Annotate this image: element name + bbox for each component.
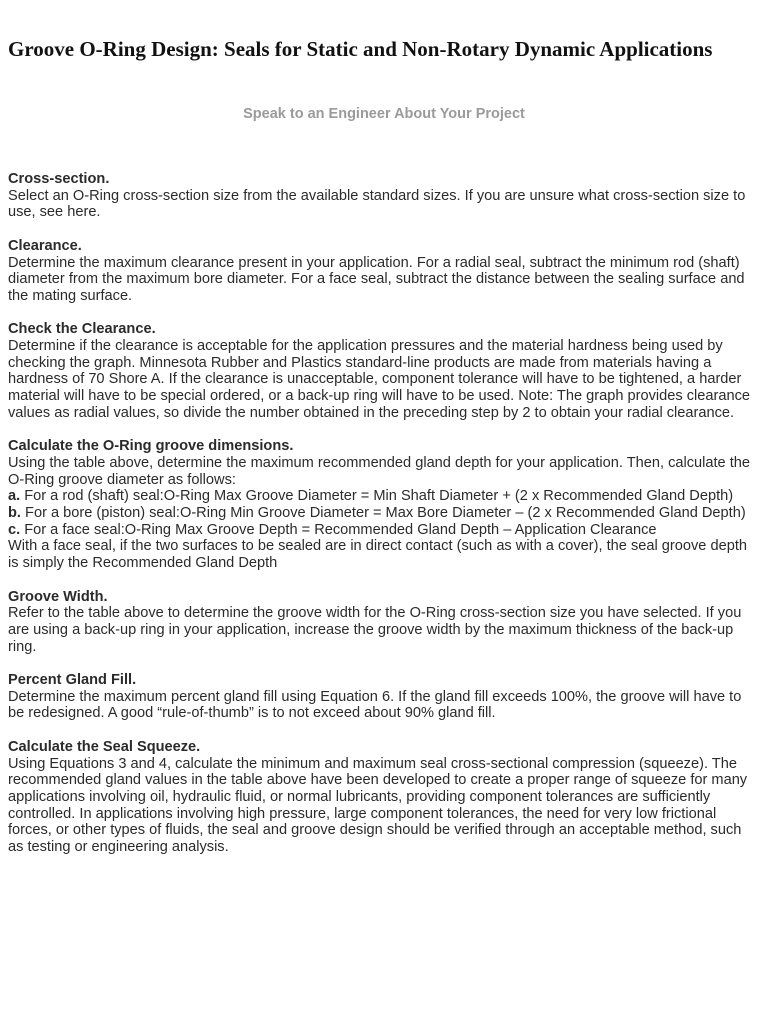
section-heading: Cross-section. (8, 171, 110, 187)
section-check-clearance (8, 321, 760, 421)
step-item (8, 488, 760, 505)
section-seal-squeeze (8, 739, 760, 856)
section-heading: Clearance. (8, 237, 82, 254)
speak-to-engineer-link[interactable]: Speak to an Engineer About Your Project (243, 106, 525, 122)
page-title: Groove O-Ring Design: Seals for Static and Non-Rotary Dynamic Applications (8, 37, 713, 61)
section-groove-dimensions (8, 438, 760, 572)
section-outro: With a face seal, if the two surfaces to be sealed are in direct contact (such as with a cover), the seal groove depth is simply the Recommended Gland Depth (8, 538, 747, 572)
section-groove-width (8, 589, 760, 656)
section-clearance (8, 238, 760, 305)
step-text: For a rod (shaft) seal:O-Ring Max Groove Diameter = Min Shaft Diameter + (2 x Recommended Gland Depth) (20, 488, 734, 505)
section-cross-section (8, 171, 760, 221)
section-body: Determine if the clearance is acceptable for the application pressures and the material hardness being used by checking the graph. Minnesota Rubber and Plastics standard-line products are made from materials having a hardness of 70 Shore A. If the clearance is unacceptable, component tolerance will have to be tightened, a harder material will have to be special ordered, or a back-up ring will have to be used. Note: The graph provides clearance values as radial values, so divide the number obtained in the preceding step by 2 to obtain your radial clearance. (8, 338, 750, 421)
step-item (8, 522, 760, 539)
section-body: Refer to the table above to determine the groove width for the O-Ring cross-section size you have selected. If you are using a back-up ring in your application, increase the groove width by the maximum thickness of the back-up ring. (8, 605, 742, 655)
section-intro: Using the table above, determine the maximum recommended gland depth for your application. Then, calculate the O-Ring groove diameter as follows: (8, 454, 751, 488)
step-letter: a. (8, 488, 21, 505)
section-gland-fill (8, 672, 760, 722)
step-item (8, 505, 760, 522)
article-content (8, 171, 760, 872)
section-heading: Groove Width. (8, 588, 108, 605)
section-heading: Calculate the Seal Squeeze. (8, 738, 201, 755)
step-text: For a bore (piston) seal:O-Ring Min Groove Diameter = Max Bore Diameter – (2 x Recommended Gland Depth) (20, 505, 746, 522)
step-letter: c. (8, 521, 21, 538)
section-heading: Check the Clearance. (8, 321, 156, 338)
section-body: Select an O-Ring cross-section size from the available standard sizes. If you are unsure what cross-section size to use, see here. (8, 187, 746, 221)
section-body: Using Equations 3 and 4, calculate the minimum and maximum seal cross-sectional compression (squeeze). The recommended gland values in the table above have been developed to create a proper range of squeeze for many applications involving oil, hydraulic fluid, or normal lubricants, providing component tolerances are sufficiently controlled. In applications involving high pressure, large component tolerances, the need for very low frictional forces, or other types of fluids, the seal and groove design should be verified through an acceptable method, such as testing or engineering analysis. (8, 755, 748, 856)
section-heading: Percent Gland Fill. (8, 672, 137, 689)
step-letter: b. (8, 505, 21, 522)
section-body: Determine the maximum percent gland fill using Equation 6. If the gland fill exceeds 100%, the groove will have to be redesigned. A good “rule-of-thumb” is to not exceed about 90% gland fill. (8, 688, 742, 722)
section-body: Determine the maximum clearance present in your application. For a radial seal, subtract the minimum rod (shaft) diameter from the maximum bore diameter. For a face seal, subtract the distance between the sealing surface and the mating surface. (8, 254, 745, 304)
section-heading: Calculate the O-Ring groove dimensions. (8, 438, 294, 455)
step-text: For a face seal:O-Ring Max Groove Depth = Recommended Gland Depth – Application Clearance (20, 521, 657, 538)
